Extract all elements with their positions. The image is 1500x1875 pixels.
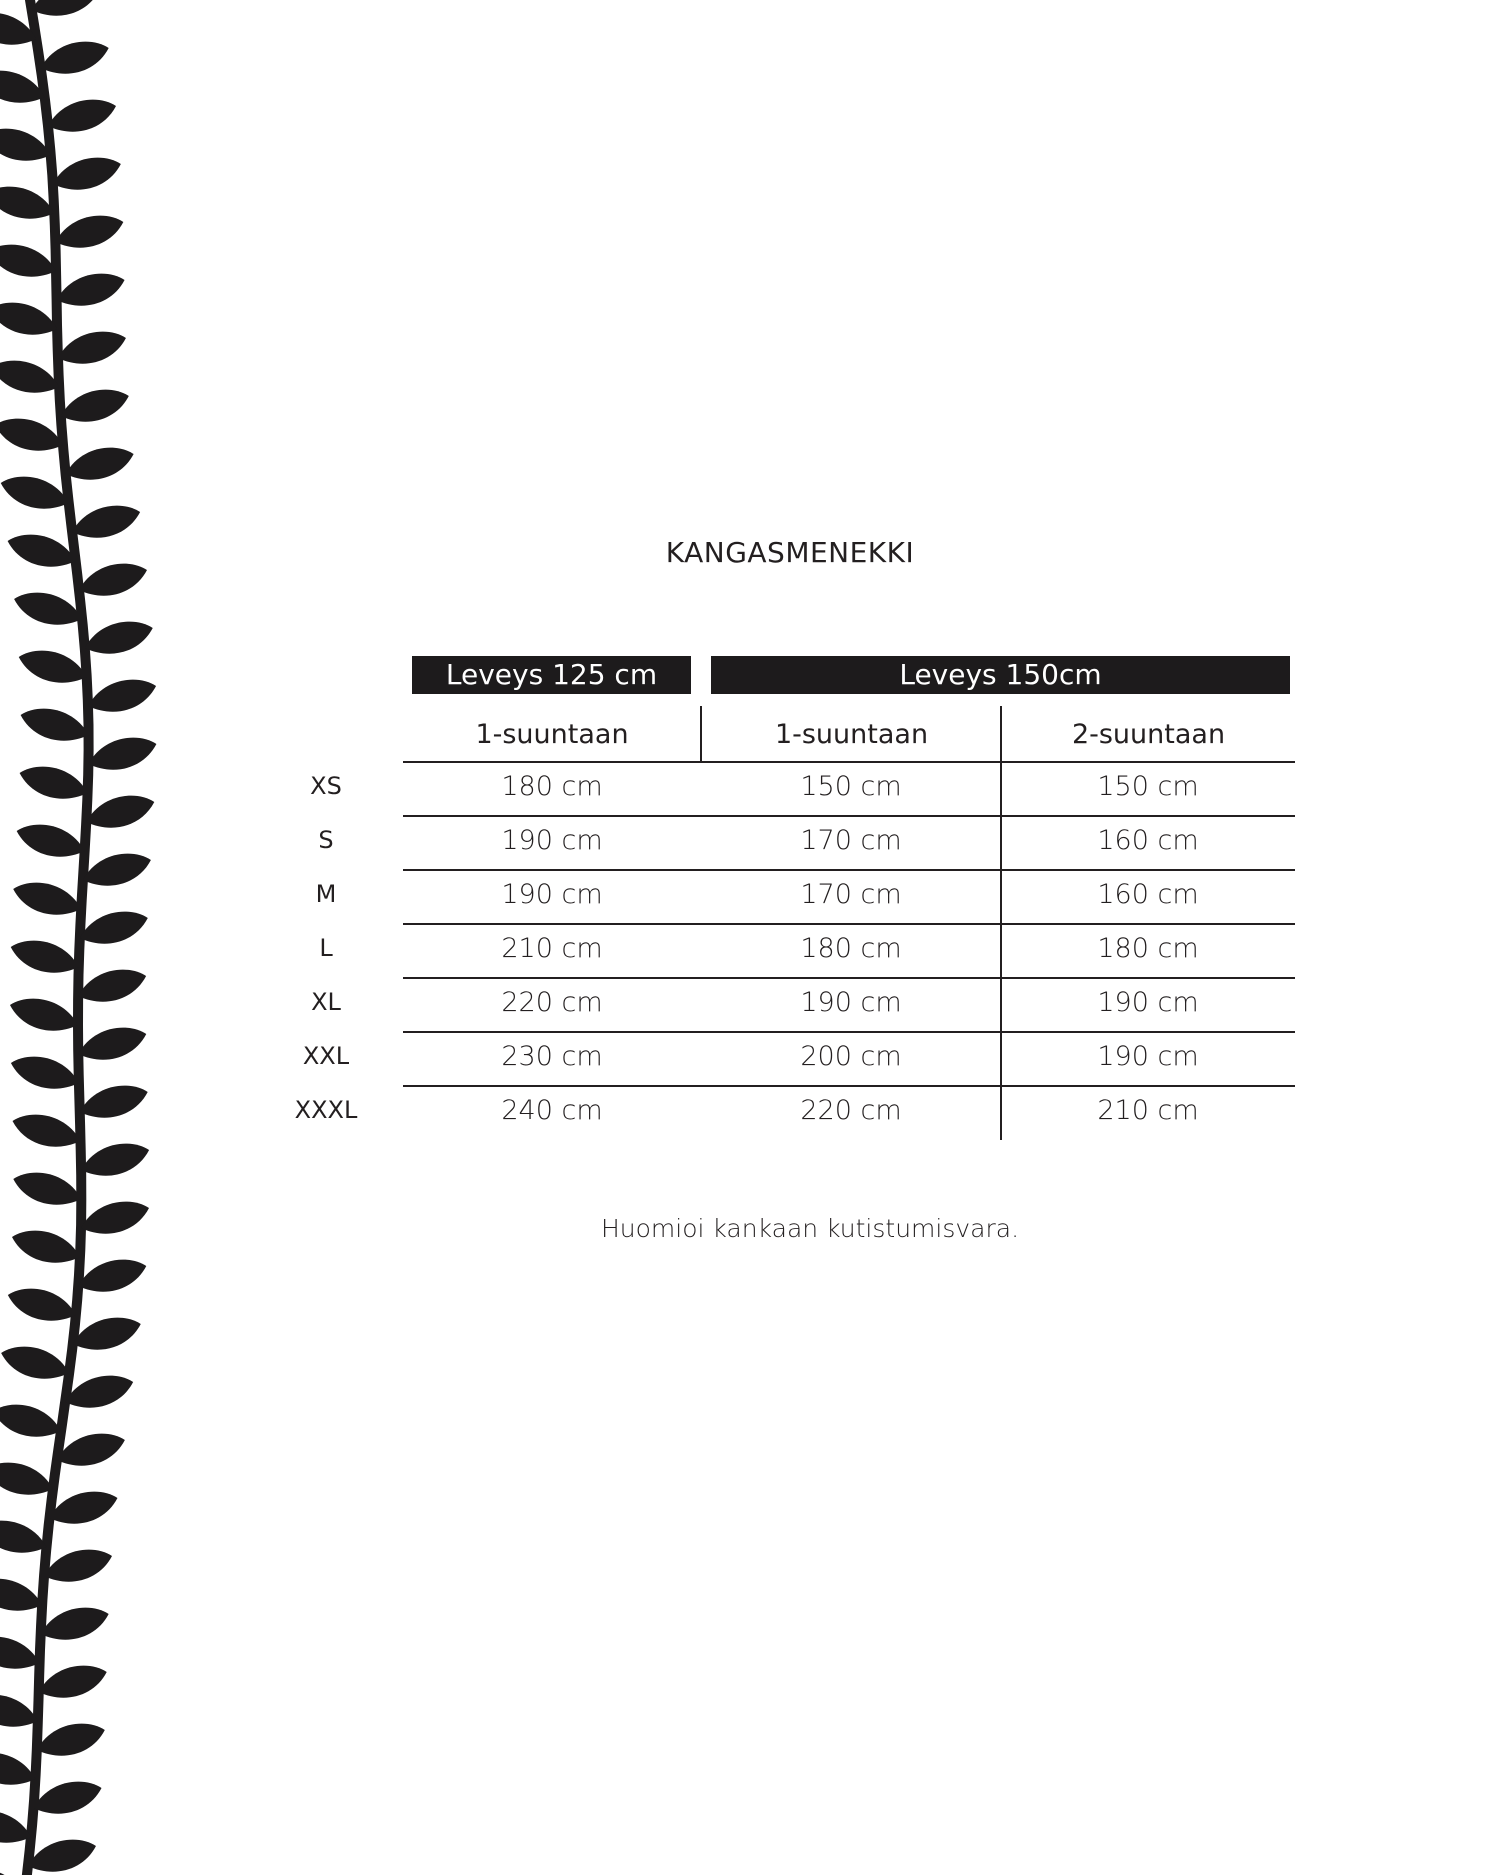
table-cell: 190 cm <box>1097 987 1199 1018</box>
size-label: XS <box>310 772 342 800</box>
table-cell: 240 cm <box>501 1095 603 1126</box>
size-label: XL <box>311 988 341 1016</box>
row-separator <box>403 977 1295 979</box>
width-group-125-header: Leveys 125 cm <box>412 656 691 694</box>
row-separator <box>403 869 1295 871</box>
leaf-vine-icon <box>0 0 180 1875</box>
table-cell: 230 cm <box>501 1041 603 1072</box>
table-cell: 190 cm <box>501 825 603 856</box>
row-separator <box>403 1031 1295 1033</box>
row-separator <box>403 1085 1295 1087</box>
table-cell: 180 cm <box>1097 933 1199 964</box>
table-cell: 190 cm <box>800 987 902 1018</box>
row-separator <box>403 815 1295 817</box>
table-cell: 150 cm <box>800 771 902 802</box>
column-header-150-2way: 2-suuntaan <box>1071 719 1226 750</box>
table-cell: 220 cm <box>800 1095 902 1126</box>
table-cell: 180 cm <box>800 933 902 964</box>
size-label: M <box>315 880 337 908</box>
table-cell: 180 cm <box>501 771 603 802</box>
table-cell: 150 cm <box>1097 771 1199 802</box>
size-label: XXXL <box>294 1096 358 1124</box>
table-cell: 170 cm <box>800 825 902 856</box>
table-cell: 170 cm <box>800 879 902 910</box>
table-cell: 190 cm <box>501 879 603 910</box>
column-header-125-1way: 1-suuntaan <box>475 719 629 750</box>
shrinkage-note: Huomioi kankaan kutistumisvara. <box>600 1214 1020 1243</box>
page-title: KANGASMENEKKI <box>665 536 915 569</box>
table-cell: 160 cm <box>1097 879 1199 910</box>
size-label: L <box>319 934 333 962</box>
table-cell: 160 cm <box>1097 825 1199 856</box>
column-header-150-1way: 1-suuntaan <box>774 719 929 750</box>
row-separator <box>403 923 1295 925</box>
width-group-150-header: Leveys 150cm <box>711 656 1290 694</box>
column-divider <box>700 706 702 762</box>
table-cell: 190 cm <box>1097 1041 1199 1072</box>
table-cell: 210 cm <box>1097 1095 1199 1126</box>
size-label: XXL <box>302 1042 350 1070</box>
row-separator <box>403 761 1295 763</box>
table-cell: 200 cm <box>800 1041 902 1072</box>
table-cell: 220 cm <box>501 987 603 1018</box>
size-label: S <box>318 826 334 854</box>
table-cell: 210 cm <box>501 933 603 964</box>
